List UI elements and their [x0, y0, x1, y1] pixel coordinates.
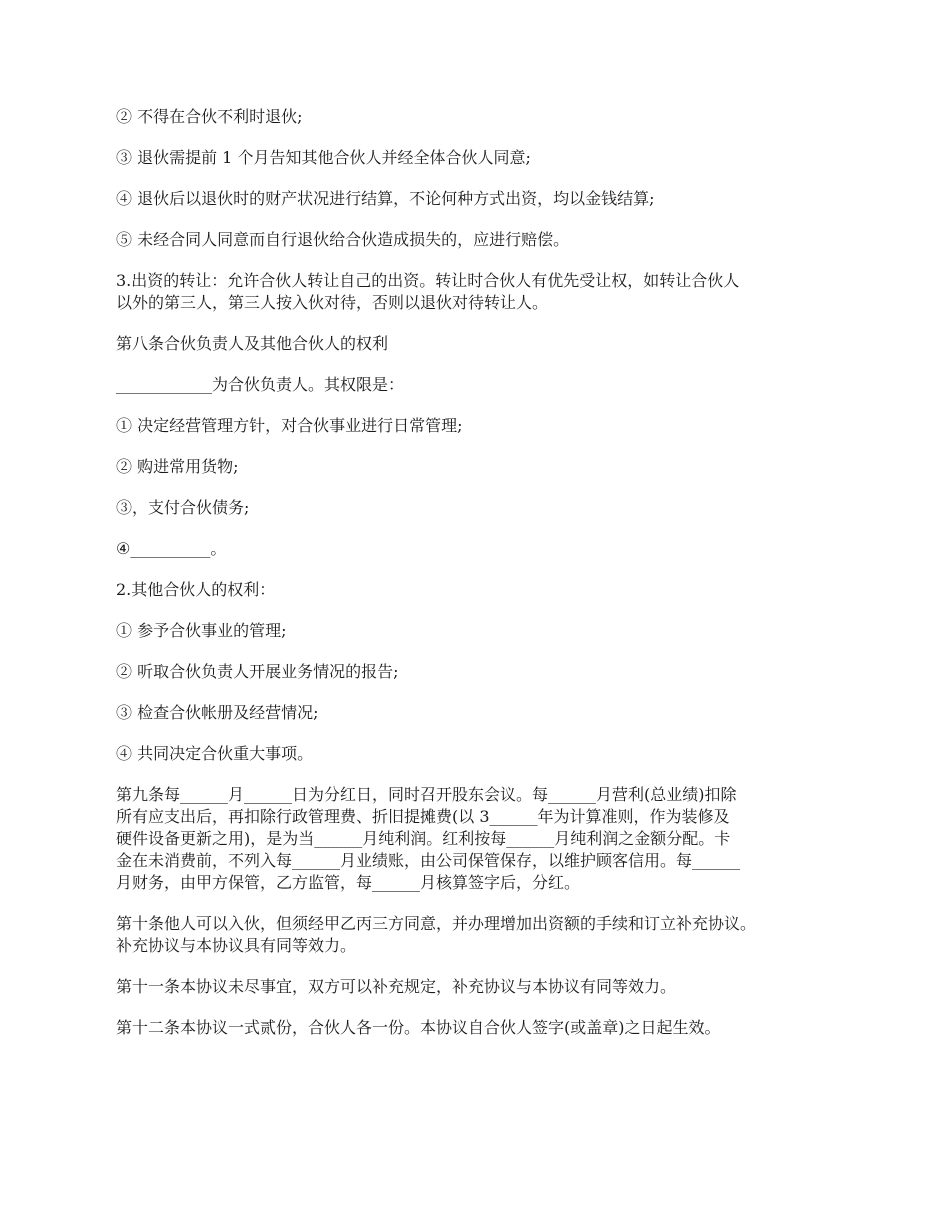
- clause-item: ③ 退伙需提前 1 个月告知其他合伙人并经全体合伙人同意;: [116, 148, 531, 167]
- article-9-dividends: 第九条每______月______日为分红日，同时召开股东会议。每______月营利(总业绩)扣除 所有应支出后，再扣除行政管理费、折旧提摊费(以 3______年为计算准则，作为装修及 硬件设备更新之用)，是为当______月纯利润。红利按每______月纯利润之金额分配。卡 金在未消费前，不列入每______月业绩账，由公司保管保存，以维护顾客信用。每______ 月财务，由甲方保管，乙方监管，每______月核算签字后，分红。: [116, 785, 741, 892]
- clause-item: ② 不得在合伙不利时退伙;: [116, 107, 303, 126]
- article-11-supplement: 第十一条本协议未尽事宜，双方可以补充规定，补充协议与本协议有同等效力。: [116, 977, 677, 996]
- clause-item: ③，支付合伙债务;: [116, 498, 250, 517]
- clause-item: ① 决定经营管理方针，对合伙事业进行日常管理;: [116, 416, 463, 435]
- article-12-copies: 第十二条本协议一式贰份，合伙人各一份。本协议自合伙人签字(或盖章)之日起生效。: [116, 1018, 721, 1037]
- capital-transfer-clause: 3.出资的转让：允许合伙人转让自己的出资。转让时合伙人有优先受让权，如转让合伙人 以外的第三人，第三人按入伙对待，否则以退伙对待转让人。: [116, 271, 740, 312]
- article-10-admission: 第十条他人可以入伙，但须经甲乙丙三方同意，并办理增加出资额的手续和订立补充协议。 补充协议与本协议具有同等效力。: [116, 914, 757, 955]
- other-partners-rights-heading: 2.其他合伙人的权利：: [116, 580, 276, 599]
- clause-item: ② 购进常用货物;: [116, 457, 239, 476]
- clause-item: ④__________。: [116, 539, 227, 558]
- article-8-heading: 第八条合伙负责人及其他合伙人的权利: [116, 334, 389, 353]
- responsible-partner-blank: ____________为合伙负责人。其权限是：: [116, 375, 405, 394]
- document-page: [116, 106, 856, 1058]
- clause-item: ③ 检查合伙帐册及经营情况;: [116, 703, 319, 722]
- clause-item: ④ 退伙后以退伙时的财产状况进行结算，不论何种方式出资，均以金钱结算;: [116, 189, 655, 208]
- clause-item: ① 参予合伙事业的管理;: [116, 621, 287, 640]
- clause-item: ④ 共同决定合伙重大事项。: [116, 744, 314, 763]
- clause-item: ② 听取合伙负责人开展业务情况的报告;: [116, 662, 399, 681]
- clause-item: ⑤ 未经合同人同意而自行退伙给合伙造成损失的，应进行赔偿。: [116, 230, 570, 249]
